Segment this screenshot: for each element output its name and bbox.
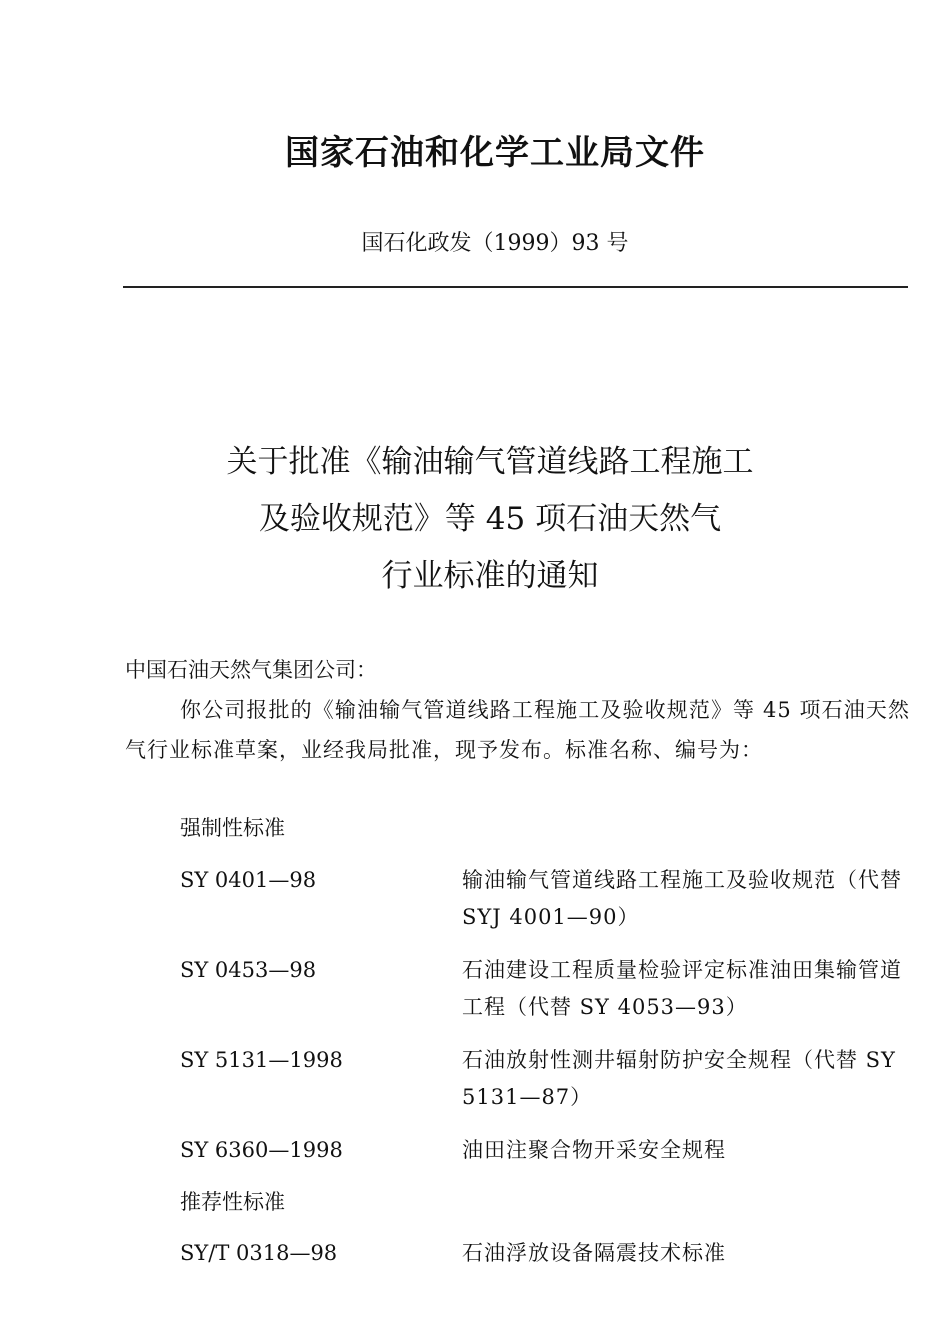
notice-title-line: 及验收规范》等 45 项石油天然气 [258, 501, 722, 537]
standard-code: SY 0453—98 [180, 958, 317, 982]
document-number: 国石化政发（1999）93 号 [361, 231, 629, 256]
mandatory-standards-heading: 强制性标准 [180, 816, 285, 840]
standard-name: 石油浮放设备隔震技术标准 [462, 1241, 726, 1265]
standard-code: SY 6360—1998 [180, 1138, 343, 1162]
standard-code: SY 5131—1998 [180, 1048, 343, 1072]
issuing-authority-title: 国家石油和化学工业局文件 [285, 133, 705, 173]
notice-title-line: 关于批准《输油输气管道线路工程施工 [226, 444, 754, 480]
standard-code: SY 0401—98 [180, 868, 317, 892]
notice-title-line: 行业标准的通知 [381, 558, 599, 594]
recipient-line: 中国石油天然气集团公司： [125, 658, 377, 682]
body-paragraph: 你公司报批的《输油输气管道线路工程施工及验收规范》等 45 项石油天然气行业标准草案，业经我局批准，现予发布。标准名称、编号为： [125, 698, 910, 762]
standard-name: 油田注聚合物开采安全规程 [462, 1138, 726, 1162]
standard-name: 石油建设工程质量检验评定标准油田集输管道工程（代替 SY 4053—93） [462, 958, 902, 1019]
header-divider [123, 286, 908, 288]
standard-name: 输油输气管道线路工程施工及验收规范（代替 SYJ 4001—90） [462, 868, 902, 929]
recommended-standards-heading: 推荐性标准 [180, 1190, 285, 1214]
notice-title [0, 434, 950, 605]
standard-code: SY/T 0318—98 [180, 1241, 338, 1265]
standard-name: 石油放射性测井辐射防护安全规程（代替 SY 5131—87） [462, 1048, 896, 1109]
